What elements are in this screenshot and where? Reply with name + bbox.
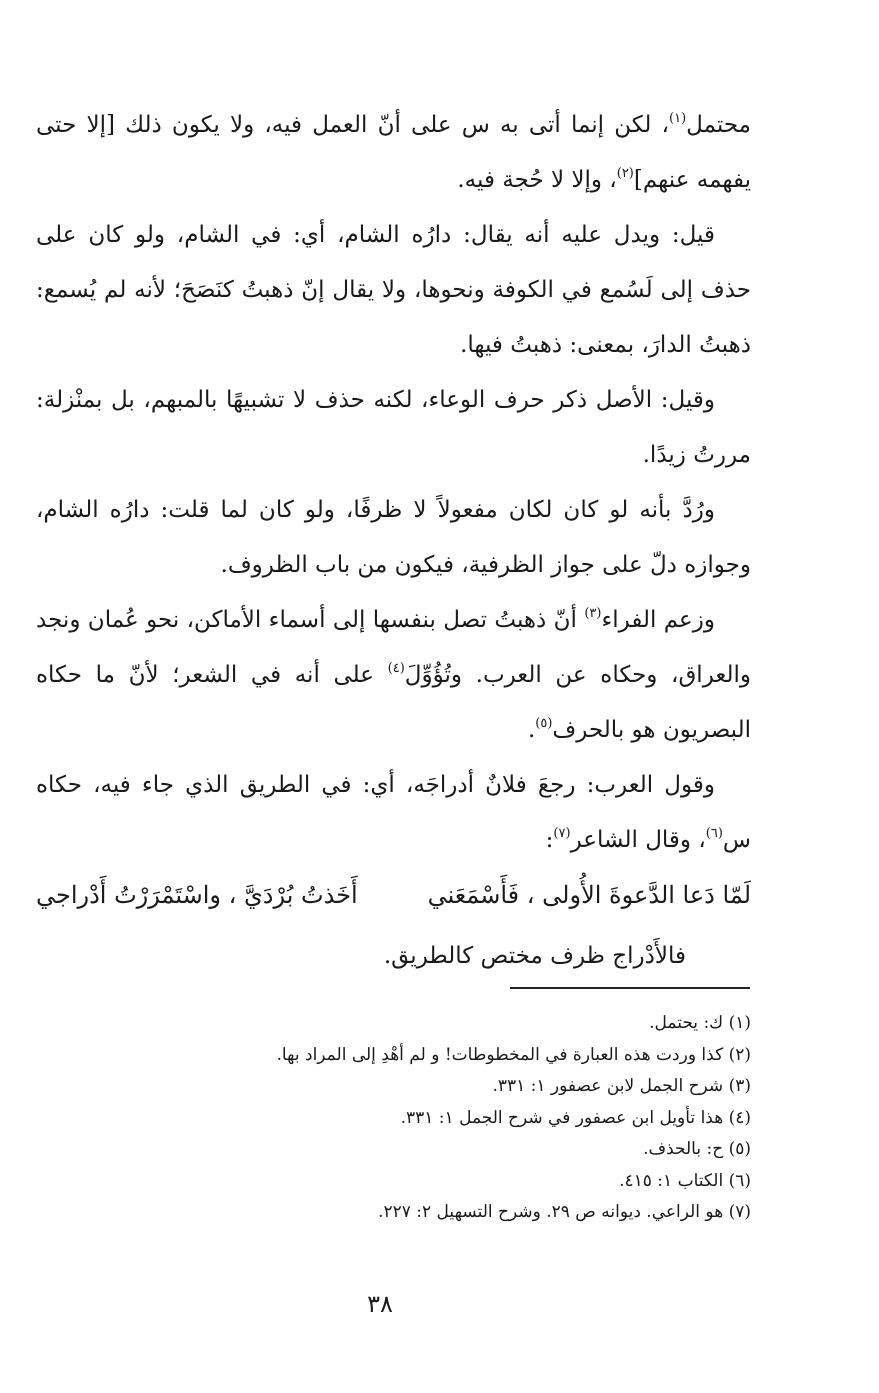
footnote-ref: (٢): [616, 166, 634, 181]
footnote-1: (١) ك: يحتمل.: [649, 1013, 751, 1033]
footnote-ref: (٧): [553, 826, 571, 841]
verse-first-hemistich: لَمّا دَعا الدَّعوةَ الأُولى ، فَأَسْمَعَني: [427, 881, 751, 909]
paragraph-text: محتمل: [686, 112, 751, 138]
page-number: ٣٨: [367, 1290, 393, 1318]
footnote-4: (٤) هذا تأويل ابن عصفور في شرح الجمل ١: ٣٣١.: [400, 1107, 751, 1128]
verse-second-hemistich: أَخَذتُ بُرْدَيَّ ، واسْتَمْرَرْتُ أَدْراجي: [36, 881, 358, 909]
footnote-6: (٦) الكتاب ١: ٤١٥.: [619, 1170, 751, 1191]
footnote-separator: [510, 987, 750, 989]
paragraphs: [36, 98, 751, 868]
paragraph-text: ، وإلا لا حُجة فيه.: [457, 167, 617, 193]
footnotes: [131, 1008, 751, 1229]
after-verse-text: فالأَدْراج ظرف مختص كالطريق.: [383, 943, 686, 969]
poetry-verse: [36, 868, 751, 923]
paragraph-text: ، لكن إنما أتى به س على أنّ العمل فيه، ولا يكون ذلك [إلا حتى يفهمه عنهم]: [36, 112, 751, 193]
paragraph-2: [36, 208, 751, 373]
paragraph-text: ، وقال الشاعر: [570, 827, 706, 853]
paragraph-4: [36, 483, 751, 593]
footnote-7: (٧) هو الراعي. ديوانه ص ٢٩. وشرح التسهيل ٢: ٢٢٧.: [378, 1202, 751, 1222]
paragraph-text: ورُدَّ بأنه لو كان لكان مفعولاً لا ظرفًا، ولو كان لما قلت: دارُه الشام، وجوازه دلّ على جواز الظرفية، فيكون من باب الظروف.: [36, 497, 751, 578]
paragraph-text: أنّ ذهبتُ تصل بنفسها إلى أسماء الأماكن، نحو عُمان ونجد والعراق، وحكاه عن العرب. وتُؤُوِّلَ: [36, 607, 751, 688]
paragraph-text: :: [545, 827, 554, 853]
footnote-ref: (٥): [535, 716, 553, 731]
footnote-5: (٥) ح: بالحذف.: [643, 1139, 751, 1159]
paragraph-1: [36, 98, 751, 208]
paragraph-3: [36, 373, 751, 483]
paragraph-5: [36, 593, 751, 758]
footnote-2: (٢) كذا وردت هذه العبارة في المخطوطات! و لم أهْدِ إلى المراد بها.: [276, 1044, 751, 1065]
paragraph-text: وزعم الفراء: [601, 607, 715, 633]
footnote-ref: (١): [669, 111, 687, 126]
footnote-ref: (٦): [705, 826, 723, 841]
paragraph-text: وقيل: الأصل ذكر حرف الوعاء، لكنه حذف لا تشبيهًا بالمبهم، بل بمنْزلة: مررتُ زيدًا.: [36, 387, 751, 468]
main-text: [36, 98, 751, 1007]
footnote-ref: (٤): [387, 661, 405, 676]
paragraph-text: على أنه في الشعر؛ لأنّ ما حكاه البصريون هو بالحرف: [36, 662, 751, 743]
paragraph-6: [36, 758, 751, 868]
paragraph-text: وقول العرب: رجعَ فلانٌ أدراجَه، أي: في الطريق الذي جاء فيه، حكاه س: [36, 772, 751, 853]
paragraph-text: قيل: ويدل عليه أنه يقال: دارُه الشام، أي: في الشام، ولو كان على حذف إلى لَسُمع في الكوفة ونحوها، ولا يقال إنّ ذهبتُ كنَصَحَ؛ لأنه لم يُسمع: ذهبتُ الدارَ، بمعنى: ذهبتُ فيها.: [36, 222, 751, 358]
footnote-ref: (٣): [584, 606, 602, 621]
paragraph-text: .: [527, 717, 536, 743]
footnote-3: (٣) شرح الجمل لابن عصفور ١: ٣٣١.: [492, 1076, 751, 1096]
